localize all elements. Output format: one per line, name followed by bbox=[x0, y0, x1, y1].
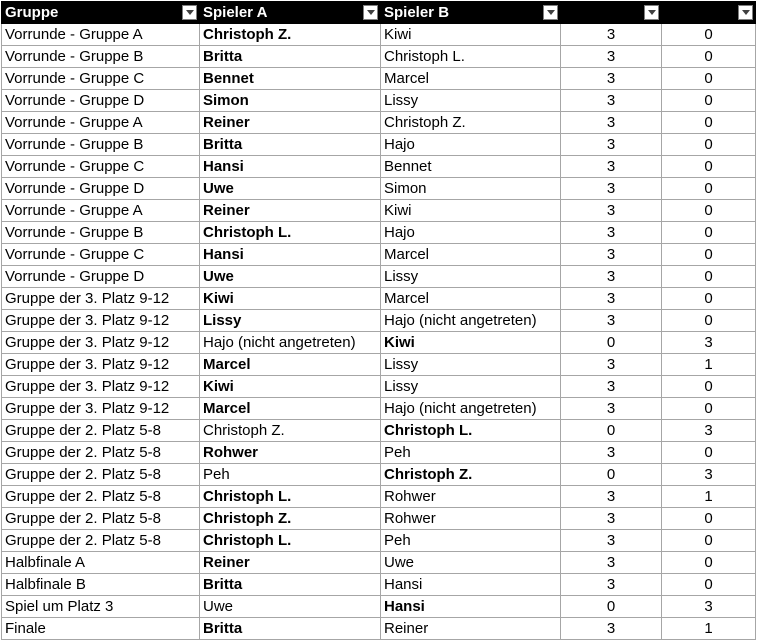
cell-spieler-b[interactable]: Uwe bbox=[381, 552, 561, 574]
cell-score-b[interactable]: 3 bbox=[662, 332, 756, 354]
cell-score-a[interactable]: 0 bbox=[561, 596, 662, 618]
cell-spieler-a[interactable]: Christoph Z. bbox=[200, 508, 381, 530]
cell-score-b[interactable]: 0 bbox=[662, 46, 756, 68]
cell-spieler-b[interactable]: Hajo bbox=[381, 222, 561, 244]
cell-spieler-b[interactable]: Hansi bbox=[381, 574, 561, 596]
header-label: Spieler B bbox=[384, 4, 450, 21]
cell-score-b[interactable]: 0 bbox=[662, 90, 756, 112]
cell-spieler-a[interactable]: Hansi bbox=[200, 156, 381, 178]
cell-gruppe[interactable]: Halbfinale B bbox=[2, 574, 200, 596]
header-spieler-a bbox=[200, 2, 381, 24]
cell-score-a[interactable]: 3 bbox=[561, 24, 662, 46]
cell-spieler-a[interactable]: Britta bbox=[200, 46, 381, 68]
table-row bbox=[2, 266, 756, 288]
cell-spieler-b[interactable]: Kiwi bbox=[381, 332, 561, 354]
cell-spieler-a[interactable]: Uwe bbox=[200, 178, 381, 200]
cell-score-b[interactable]: 3 bbox=[662, 464, 756, 486]
table-row bbox=[2, 332, 756, 354]
cell-gruppe[interactable]: Gruppe der 3. Platz 9-12 bbox=[2, 398, 200, 420]
cell-spieler-b[interactable]: Rohwer bbox=[381, 508, 561, 530]
cell-score-b[interactable]: 0 bbox=[662, 222, 756, 244]
cell-spieler-b[interactable]: Marcel bbox=[381, 244, 561, 266]
header-row bbox=[2, 2, 756, 24]
cell-spieler-b[interactable]: Peh bbox=[381, 442, 561, 464]
dropdown-arrow-icon[interactable] bbox=[543, 5, 558, 20]
cell-gruppe[interactable]: Vorrunde - Gruppe A bbox=[2, 200, 200, 222]
table-row bbox=[2, 530, 756, 552]
table-row bbox=[2, 376, 756, 398]
cell-score-b[interactable]: 3 bbox=[662, 596, 756, 618]
cell-spieler-b[interactable]: Lissy bbox=[381, 354, 561, 376]
cell-spieler-a[interactable]: Hajo (nicht angetreten) bbox=[200, 332, 381, 354]
cell-score-b[interactable]: 0 bbox=[662, 574, 756, 596]
cell-spieler-b[interactable]: Kiwi bbox=[381, 200, 561, 222]
cell-score-b[interactable]: 0 bbox=[662, 24, 756, 46]
cell-spieler-b[interactable]: Marcel bbox=[381, 68, 561, 90]
cell-gruppe[interactable]: Vorrunde - Gruppe D bbox=[2, 178, 200, 200]
table-row bbox=[2, 486, 756, 508]
cell-gruppe[interactable]: Gruppe der 2. Platz 5-8 bbox=[2, 508, 200, 530]
cell-score-a[interactable]: 3 bbox=[561, 134, 662, 156]
cell-gruppe[interactable]: Vorrunde - Gruppe B bbox=[2, 134, 200, 156]
table-row bbox=[2, 596, 756, 618]
cell-gruppe[interactable]: Vorrunde - Gruppe C bbox=[2, 244, 200, 266]
cell-spieler-b[interactable]: Bennet bbox=[381, 156, 561, 178]
table-row bbox=[2, 134, 756, 156]
table-row bbox=[2, 156, 756, 178]
cell-spieler-b[interactable]: Hajo (nicht angetreten) bbox=[381, 310, 561, 332]
cell-score-b[interactable]: 0 bbox=[662, 112, 756, 134]
cell-spieler-b[interactable]: Rohwer bbox=[381, 486, 561, 508]
cell-score-a[interactable]: 3 bbox=[561, 68, 662, 90]
cell-spieler-a[interactable]: Rohwer bbox=[200, 442, 381, 464]
cell-spieler-a[interactable]: Bennet bbox=[200, 68, 381, 90]
cell-score-a[interactable]: 3 bbox=[561, 354, 662, 376]
cell-score-b[interactable]: 0 bbox=[662, 442, 756, 464]
table-row bbox=[2, 46, 756, 68]
table-row bbox=[2, 90, 756, 112]
cell-gruppe[interactable]: Spiel um Platz 3 bbox=[2, 596, 200, 618]
cell-spieler-a[interactable]: Peh bbox=[200, 464, 381, 486]
table-row bbox=[2, 310, 756, 332]
cell-score-a[interactable]: 3 bbox=[561, 574, 662, 596]
cell-spieler-a[interactable]: Kiwi bbox=[200, 288, 381, 310]
cell-spieler-b[interactable]: Hajo bbox=[381, 134, 561, 156]
cell-spieler-a[interactable]: Britta bbox=[200, 618, 381, 640]
dropdown-arrow-icon[interactable] bbox=[182, 5, 197, 20]
cell-score-a[interactable]: 3 bbox=[561, 442, 662, 464]
cell-gruppe[interactable]: Vorrunde - Gruppe A bbox=[2, 24, 200, 46]
cell-spieler-a[interactable]: Uwe bbox=[200, 596, 381, 618]
cell-score-a[interactable]: 3 bbox=[561, 46, 662, 68]
cell-gruppe[interactable]: Gruppe der 2. Platz 5-8 bbox=[2, 442, 200, 464]
cell-score-a[interactable]: 0 bbox=[561, 332, 662, 354]
cell-gruppe[interactable]: Finale bbox=[2, 618, 200, 640]
cell-spieler-a[interactable]: Reiner bbox=[200, 552, 381, 574]
cell-gruppe[interactable]: Vorrunde - Gruppe A bbox=[2, 112, 200, 134]
cell-score-a[interactable]: 3 bbox=[561, 178, 662, 200]
table-row bbox=[2, 68, 756, 90]
cell-spieler-a[interactable]: Christoph L. bbox=[200, 486, 381, 508]
cell-spieler-b[interactable]: Christoph Z. bbox=[381, 464, 561, 486]
cell-spieler-a[interactable]: Britta bbox=[200, 134, 381, 156]
cell-spieler-b[interactable]: Christoph Z. bbox=[381, 112, 561, 134]
header-gruppe bbox=[2, 2, 200, 24]
cell-spieler-a[interactable]: Reiner bbox=[200, 112, 381, 134]
cell-spieler-b[interactable]: Lissy bbox=[381, 90, 561, 112]
cell-gruppe[interactable]: Vorrunde - Gruppe B bbox=[2, 222, 200, 244]
cell-spieler-a[interactable]: Hansi bbox=[200, 244, 381, 266]
cell-score-b[interactable]: 0 bbox=[662, 376, 756, 398]
cell-spieler-a[interactable]: Britta bbox=[200, 574, 381, 596]
table-row bbox=[2, 178, 756, 200]
cell-score-a[interactable]: 3 bbox=[561, 508, 662, 530]
cell-score-b[interactable]: 1 bbox=[662, 486, 756, 508]
cell-score-b[interactable]: 0 bbox=[662, 200, 756, 222]
cell-gruppe[interactable]: Gruppe der 3. Platz 9-12 bbox=[2, 288, 200, 310]
cell-score-b[interactable]: 3 bbox=[662, 420, 756, 442]
cell-gruppe[interactable]: Gruppe der 3. Platz 9-12 bbox=[2, 332, 200, 354]
table-row bbox=[2, 222, 756, 244]
table-row bbox=[2, 112, 756, 134]
cell-spieler-b[interactable]: Reiner bbox=[381, 618, 561, 640]
cell-score-b[interactable]: 0 bbox=[662, 134, 756, 156]
cell-gruppe[interactable]: Vorrunde - Gruppe D bbox=[2, 90, 200, 112]
cell-score-b[interactable]: 0 bbox=[662, 288, 756, 310]
table-row bbox=[2, 508, 756, 530]
cell-spieler-b[interactable]: Hansi bbox=[381, 596, 561, 618]
cell-spieler-b[interactable]: Christoph L. bbox=[381, 46, 561, 68]
cell-spieler-b[interactable]: Simon bbox=[381, 178, 561, 200]
cell-score-a[interactable]: 3 bbox=[561, 398, 662, 420]
cell-score-a[interactable]: 3 bbox=[561, 244, 662, 266]
cell-score-b[interactable]: 0 bbox=[662, 508, 756, 530]
table-row bbox=[2, 244, 756, 266]
cell-spieler-a[interactable]: Reiner bbox=[200, 200, 381, 222]
cell-score-a[interactable]: 3 bbox=[561, 200, 662, 222]
cell-gruppe[interactable]: Gruppe der 3. Platz 9-12 bbox=[2, 354, 200, 376]
cell-score-b[interactable]: 0 bbox=[662, 552, 756, 574]
cell-gruppe[interactable]: Vorrunde - Gruppe D bbox=[2, 266, 200, 288]
table-row bbox=[2, 464, 756, 486]
cell-spieler-b[interactable]: Lissy bbox=[381, 376, 561, 398]
cell-spieler-a[interactable]: Christoph L. bbox=[200, 530, 381, 552]
cell-spieler-a[interactable]: Simon bbox=[200, 90, 381, 112]
table-row bbox=[2, 574, 756, 596]
cell-spieler-b[interactable]: Lissy bbox=[381, 266, 561, 288]
cell-score-b[interactable]: 1 bbox=[662, 354, 756, 376]
table-row bbox=[2, 288, 756, 310]
cell-score-b[interactable]: 0 bbox=[662, 310, 756, 332]
cell-spieler-b[interactable]: Hajo (nicht angetreten) bbox=[381, 398, 561, 420]
cell-score-a[interactable]: 3 bbox=[561, 530, 662, 552]
table-row bbox=[2, 618, 756, 640]
cell-score-a[interactable]: 3 bbox=[561, 376, 662, 398]
cell-score-a[interactable]: 3 bbox=[561, 486, 662, 508]
cell-score-a[interactable]: 3 bbox=[561, 310, 662, 332]
cell-score-a[interactable]: 3 bbox=[561, 222, 662, 244]
cell-gruppe[interactable]: Gruppe der 2. Platz 5-8 bbox=[2, 530, 200, 552]
cell-score-b[interactable]: 0 bbox=[662, 244, 756, 266]
cell-gruppe[interactable]: Gruppe der 2. Platz 5-8 bbox=[2, 420, 200, 442]
cell-score-b[interactable]: 1 bbox=[662, 618, 756, 640]
cell-score-a[interactable]: 3 bbox=[561, 552, 662, 574]
header-spieler-b bbox=[381, 2, 561, 24]
cell-score-b[interactable]: 0 bbox=[662, 530, 756, 552]
cell-score-b[interactable]: 0 bbox=[662, 266, 756, 288]
cell-spieler-a[interactable]: Marcel bbox=[200, 398, 381, 420]
results-table bbox=[1, 1, 756, 640]
cell-score-a[interactable]: 3 bbox=[561, 288, 662, 310]
cell-spieler-b[interactable]: Marcel bbox=[381, 288, 561, 310]
cell-spieler-a[interactable]: Christoph L. bbox=[200, 222, 381, 244]
cell-score-b[interactable]: 0 bbox=[662, 178, 756, 200]
cell-score-b[interactable]: 0 bbox=[662, 398, 756, 420]
header-label: Gruppe bbox=[5, 4, 59, 21]
cell-gruppe[interactable]: Vorrunde - Gruppe B bbox=[2, 46, 200, 68]
header-label: Spieler A bbox=[203, 4, 268, 21]
dropdown-arrow-icon[interactable] bbox=[738, 5, 753, 20]
table-row bbox=[2, 552, 756, 574]
table-row bbox=[2, 24, 756, 46]
cell-score-b[interactable]: 0 bbox=[662, 68, 756, 90]
table-row bbox=[2, 354, 756, 376]
cell-gruppe[interactable]: Gruppe der 2. Platz 5-8 bbox=[2, 464, 200, 486]
cell-spieler-a[interactable]: Kiwi bbox=[200, 376, 381, 398]
table-row bbox=[2, 200, 756, 222]
cell-spieler-b[interactable]: Kiwi bbox=[381, 24, 561, 46]
dropdown-arrow-icon[interactable] bbox=[363, 5, 378, 20]
cell-score-a[interactable]: 3 bbox=[561, 156, 662, 178]
cell-score-a[interactable]: 0 bbox=[561, 464, 662, 486]
cell-score-a[interactable]: 3 bbox=[561, 618, 662, 640]
header-score-a bbox=[561, 2, 662, 24]
cell-spieler-a[interactable]: Christoph Z. bbox=[200, 24, 381, 46]
table-row bbox=[2, 420, 756, 442]
cell-score-a[interactable]: 3 bbox=[561, 90, 662, 112]
cell-score-a[interactable]: 3 bbox=[561, 112, 662, 134]
cell-spieler-a[interactable]: Marcel bbox=[200, 354, 381, 376]
cell-spieler-a[interactable]: Lissy bbox=[200, 310, 381, 332]
cell-gruppe[interactable]: Gruppe der 3. Platz 9-12 bbox=[2, 376, 200, 398]
cell-spieler-b[interactable]: Christoph L. bbox=[381, 420, 561, 442]
cell-gruppe[interactable]: Vorrunde - Gruppe C bbox=[2, 156, 200, 178]
cell-score-a[interactable]: 3 bbox=[561, 266, 662, 288]
table-row bbox=[2, 442, 756, 464]
dropdown-arrow-icon[interactable] bbox=[644, 5, 659, 20]
cell-spieler-a[interactable]: Christoph Z. bbox=[200, 420, 381, 442]
cell-gruppe[interactable]: Gruppe der 3. Platz 9-12 bbox=[2, 310, 200, 332]
cell-spieler-b[interactable]: Peh bbox=[381, 530, 561, 552]
cell-gruppe[interactable]: Halbfinale A bbox=[2, 552, 200, 574]
cell-gruppe[interactable]: Vorrunde - Gruppe C bbox=[2, 68, 200, 90]
cell-spieler-a[interactable]: Uwe bbox=[200, 266, 381, 288]
cell-gruppe[interactable]: Gruppe der 2. Platz 5-8 bbox=[2, 486, 200, 508]
cell-score-b[interactable]: 0 bbox=[662, 156, 756, 178]
cell-score-a[interactable]: 0 bbox=[561, 420, 662, 442]
header-score-b bbox=[662, 2, 756, 24]
table-row bbox=[2, 398, 756, 420]
